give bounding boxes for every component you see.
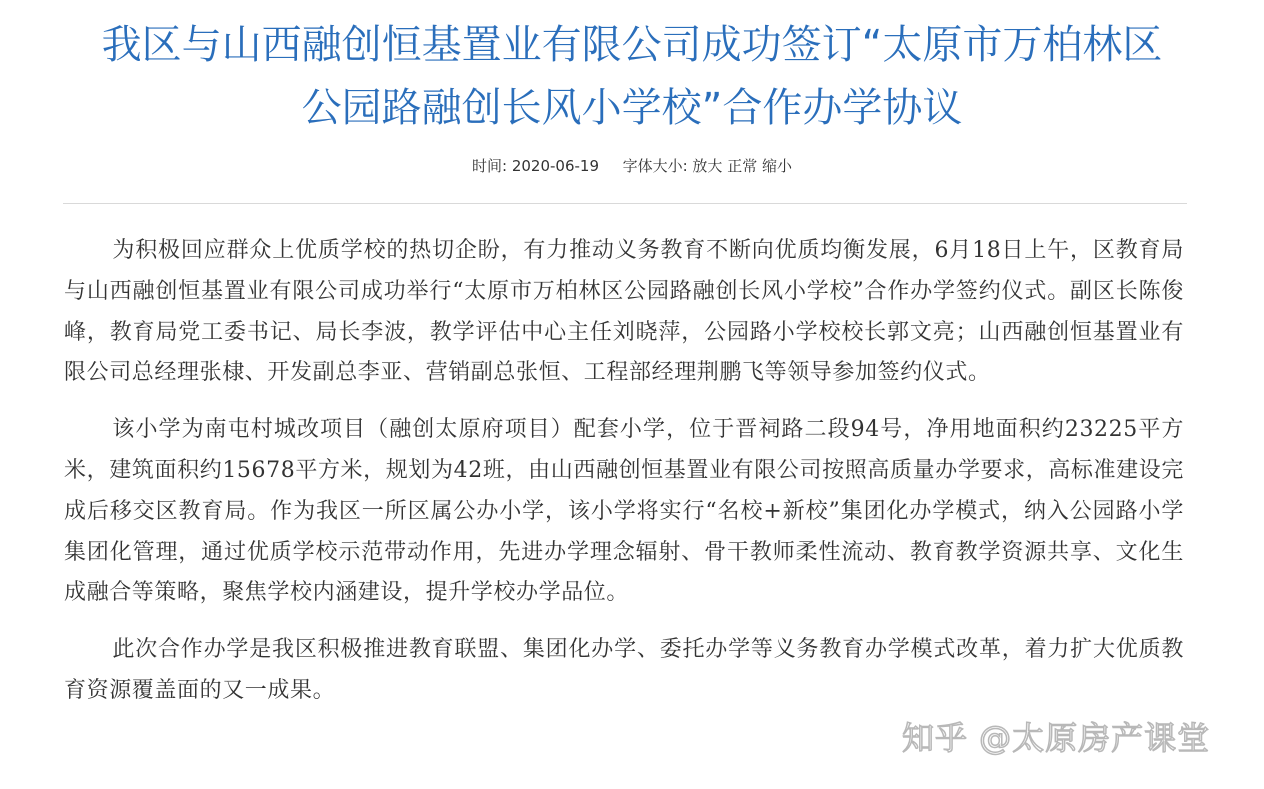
article-title-line-1: 我区与山西融创恒基置业有限公司成功签订“太原市万柏林区 <box>101 22 1163 68</box>
article-meta <box>0 155 1264 177</box>
zhihu-watermark: 知乎 @太原房产课堂 <box>902 719 1211 757</box>
article-paragraph-1: 为积极回应群众上优质学校的热切企盼，有力推动义务教育不断向优质均衡发展，6月18日上午，区教育局与山西融创恒基置业有限公司成功举行“太原市万柏林区公园路融创长风小学校”合作办学签约仪式。副区长陈俊峰，教育局党工委书记、局长李波，教学评估中心主任刘晓萍，公园路小学校校长郭文亮；山西融创恒基置业有限公司总经理张棣、开发副总李亚、营销副总张恒、工程部经理荆鹏飞等领导参加签约仪式。 <box>64 238 1184 386</box>
font-enlarge-link[interactable]: 放大 <box>692 157 723 175</box>
font-size-label: 字体大小: <box>622 157 688 175</box>
article-body <box>64 231 1184 728</box>
article-title <box>0 14 1264 140</box>
article-title-line-2: 公园路融创长风小学校”合作办学协议 <box>301 85 963 131</box>
article-paragraph-3: 此次合作办学是我区积极推进教育联盟、集团化办学、委托办学等义务教育办学模式改革，着力扩大优质教育资源覆盖面的又一成果。 <box>64 637 1184 703</box>
font-normal-link[interactable]: 正常 <box>727 157 758 175</box>
font-shrink-link[interactable]: 缩小 <box>762 157 793 175</box>
publish-date: 2020-06-19 <box>511 157 599 175</box>
article-paragraph-2: 该小学为南屯村城改项目（融创太原府项目）配套小学，位于晋祠路二段94号，净用地面积约23225平方米，建筑面积约15678平方米，规划为42班，由山西融创恒基置业有限公司按照高质量办学要求，高标准建设完成后移交区教育局。作为我区一所区属公办小学，该小学将实行“名校+新校”集团化办学模式，纳入公园路小学集团化管理，通过优质学校示范带动作用，先进办学理念辐射、骨干教师柔性流动、教育教学资源共享、文化生成融合等策略，聚焦学校内涵建设，提升学校办学品位。 <box>64 417 1184 606</box>
header-divider <box>63 203 1187 204</box>
time-label: 时间: <box>471 157 508 175</box>
